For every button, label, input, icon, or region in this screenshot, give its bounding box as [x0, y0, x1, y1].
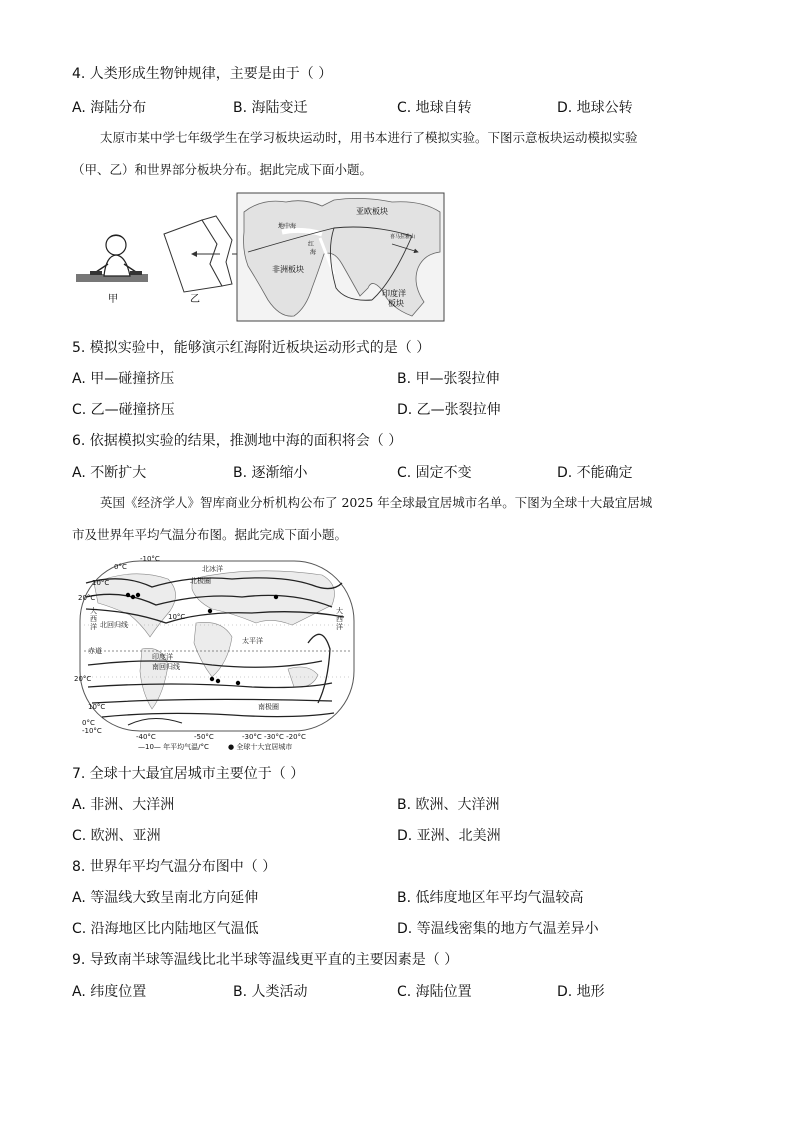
- city-dot: [126, 593, 130, 597]
- lbl-equator: 赤道: [88, 647, 102, 655]
- legend-city: ● 全球十大宜居城市: [228, 743, 293, 751]
- lbl-20-left: 20°C: [78, 594, 96, 602]
- q6-option-a[interactable]: A. 不断扩大: [72, 465, 147, 481]
- q4-option-a[interactable]: A. 海陆分布: [72, 100, 147, 116]
- intro-2-line-2: 市及世界年平均气温分布图。据此完成下面小题。: [72, 527, 348, 542]
- label-africa-plate: 非洲板块: [272, 265, 304, 274]
- city-dot: [236, 681, 240, 685]
- question-6-stem: 6. 依据模拟实验的结果，推测地中海的面积将会（ ）: [72, 433, 403, 449]
- plate-figure-svg: [72, 192, 452, 324]
- q7-option-d[interactable]: D. 亚洲、北美洲: [397, 828, 501, 844]
- lbl-10-left: 10°C: [92, 579, 110, 587]
- lbl-0c-s: 0°C: [82, 719, 95, 727]
- question-4-stem: 4. 人类形成生物钟规律，主要是由于（ ）: [72, 66, 333, 82]
- lbl-m50: -50°C: [194, 733, 214, 741]
- label-jia: 甲: [108, 294, 118, 305]
- label-eurasia-plate: 亚欧板块: [356, 207, 388, 216]
- intro-1-line-2: （甲、乙）和世界部分板块分布。据此完成下面小题。: [72, 162, 373, 177]
- lbl-0-top: 0°C: [114, 563, 127, 571]
- isotherm-map-svg: [72, 553, 362, 753]
- isotherm-map-figure: [72, 553, 362, 753]
- q5-option-a[interactable]: A. 甲—碰撞挤压: [72, 371, 175, 387]
- q4-option-d[interactable]: D. 地球公转: [557, 100, 633, 116]
- label-red-sea-1: 红: [308, 241, 315, 248]
- intro-1-line-1: 太原市某中学七年级学生在学习板块运动时，用书本进行了模拟实验。下图示意板块运动模拟实验: [100, 130, 638, 145]
- q5-option-d[interactable]: D. 乙—张裂拉伸: [397, 402, 501, 418]
- intro-2-line-1: 英国《经济学人》智库商业分析机构公布了 2025 年全球最宜居城市名单。下图为全球十大最宜居城: [100, 495, 653, 510]
- q9-option-b[interactable]: B. 人类活动: [233, 984, 308, 1000]
- lbl-10c-s: 10°C: [88, 703, 106, 711]
- q4-option-c[interactable]: C. 地球自转: [397, 100, 472, 116]
- lbl-m30s: -30°C -30°C -20°C: [242, 733, 306, 741]
- plate-map: [237, 193, 444, 321]
- lbl-atlantic-r2: 西: [336, 615, 343, 623]
- lbl-atlantic-r1: 大: [336, 607, 343, 615]
- label-mediterranean: 地中海: [278, 223, 297, 230]
- lbl-m40: -40°C: [136, 733, 156, 741]
- question-9-stem: 9. 导致南半球等温线比北半球等温线更平直的主要因素是（ ）: [72, 952, 459, 968]
- lbl-atlantic-l3: 洋: [90, 623, 97, 631]
- q7-option-b[interactable]: B. 欧洲、大洋洲: [397, 797, 500, 813]
- q6-option-b[interactable]: B. 逐渐缩小: [233, 465, 308, 481]
- legend-isotherm: —10— 年平均气温/°C: [138, 743, 209, 751]
- q4-option-b[interactable]: B. 海陆变迁: [233, 100, 308, 116]
- lbl-10c-mid: 10°C: [168, 613, 186, 621]
- city-dot: [208, 609, 212, 613]
- lbl-pacific: 太平洋: [242, 637, 263, 645]
- q8-option-b[interactable]: B. 低纬度地区年平均气温较高: [397, 890, 584, 906]
- q9-option-c[interactable]: C. 海陆位置: [397, 984, 472, 1000]
- student-drawing: [76, 235, 148, 282]
- city-dot: [216, 679, 220, 683]
- lbl-atlantic-l1: 大: [90, 607, 97, 615]
- lbl-atlantic-r3: 洋: [336, 623, 343, 631]
- question-5-stem: 5. 模拟实验中，能够演示红海附近板块运动形式的是（ ）: [72, 340, 431, 356]
- label-red-sea-2: 海: [310, 249, 317, 256]
- q5-option-b[interactable]: B. 甲—张裂拉伸: [397, 371, 500, 387]
- lbl-atlantic-l2: 西: [90, 615, 97, 623]
- q5-option-c[interactable]: C. 乙—碰撞挤压: [72, 402, 175, 418]
- city-dot: [131, 595, 135, 599]
- q8-option-d[interactable]: D. 等温线密集的地方气温差异小: [397, 921, 599, 937]
- question-7-stem: 7. 全球十大最宜居城市主要位于（ ）: [72, 766, 305, 782]
- q8-option-c[interactable]: C. 沿海地区比内陆地区气温低: [72, 921, 259, 937]
- lbl-tropic-s: 南回归线: [152, 663, 180, 671]
- lbl-tropic-n: 北回归线: [100, 621, 128, 629]
- q7-option-a[interactable]: A. 非洲、大洋洲: [72, 797, 175, 813]
- city-dot: [210, 677, 214, 681]
- q9-option-a[interactable]: A. 纬度位置: [72, 984, 147, 1000]
- label-himalaya: 喜马拉雅山: [390, 234, 416, 240]
- q6-option-c[interactable]: C. 固定不变: [397, 465, 472, 481]
- label-indian-plate-2: 板块: [388, 299, 404, 308]
- question-8-stem: 8. 世界年平均气温分布图中（ ）: [72, 859, 277, 875]
- q9-option-d[interactable]: D. 地形: [557, 984, 605, 1000]
- lbl-arctic-circle: 北极圈: [190, 577, 211, 585]
- plate-experiment-figure: [72, 192, 452, 324]
- city-dot: [136, 593, 140, 597]
- lbl-m10-s: -10°C: [82, 727, 102, 735]
- label-indian-plate-1: 印度洋: [382, 289, 406, 298]
- lbl-arctic-ocean: 北冰洋: [202, 565, 223, 573]
- lbl-antarctic-circle: 南极圈: [258, 703, 279, 711]
- lbl-20c-s: 20°C: [74, 675, 92, 683]
- lbl-indian: 印度洋: [152, 653, 173, 661]
- city-dot: [274, 595, 278, 599]
- q6-option-d[interactable]: D. 不能确定: [557, 465, 633, 481]
- lbl-m10-top: -10°C: [140, 555, 160, 563]
- q7-option-c[interactable]: C. 欧洲、亚洲: [72, 828, 161, 844]
- q8-option-a[interactable]: A. 等温线大致呈南北方向延伸: [72, 890, 259, 906]
- label-yi: 乙: [190, 294, 200, 305]
